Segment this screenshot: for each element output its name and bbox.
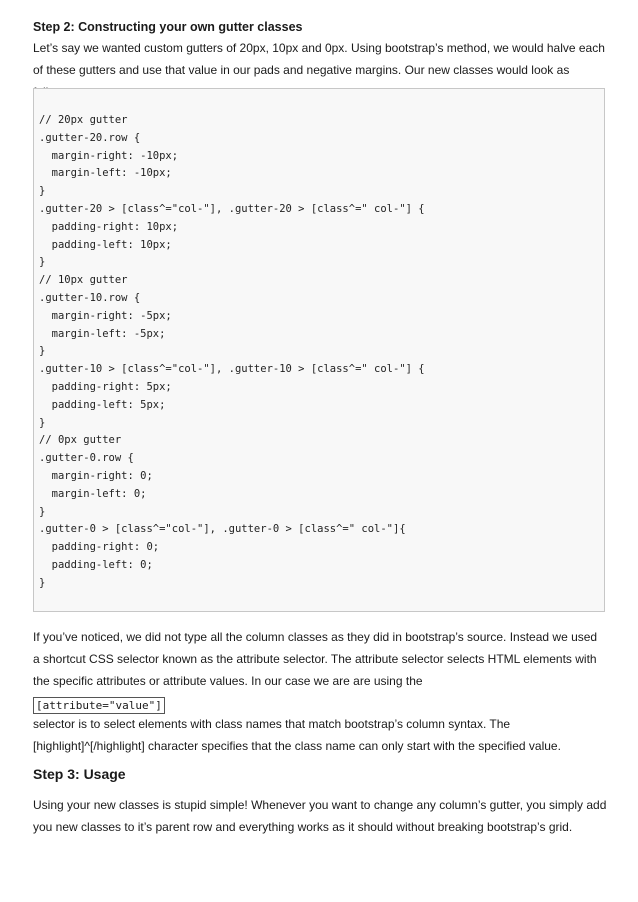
step2-intro-paragraph: Let’s say we wanted custom gutters of 20px, 10px and 0px. Using bootstrap’s method, we would halve each of these gutters and use that value in our pads and negative margins. Our new classes would look as [33, 41, 605, 77]
step3-paragraph: Using your new classes is stupid simple! Whenever you want to change any column’s gutter, you simply add you new classes to it’s parent row and everything works as it should without breaking bootstrap’s grid. [33, 798, 607, 834]
inline-code-attribute-selector: [attribute="value"] [33, 697, 165, 714]
step2-heading: Step 2: Constructing your own gutter classes [33, 20, 303, 34]
code-block [33, 88, 605, 612]
step3-heading: Step 3: Usage [33, 766, 126, 782]
explanation-paragraph: If you’ve noticed, we did not type all the column classes as they did in bootstrap’s source. Instead we used a shortcut CSS selector known as the attribute selector. The attribute selector selects HTML elements with the specific attributes or attribute values. In our case we are are using the [33, 630, 598, 688]
explanation-continuation-paragraph: selector is to select elements with class names that match bootstrap’s column syntax. The [highlight]^[/highlight] character specifies that the class name can only start with the specified value. [33, 717, 561, 753]
code-block-content: // 20px gutter .gutter-20.row { margin-right: -10px; margin-left: -10px; } .gutter-20 > [class^="col-"], .gutter-20 > [class^=" col-"] { padding-right: 10px; padding-left: 10px; } // 10px gutter .gutter-10.row { margin-right: -5px; margin-left: -5px; } .gutter-10 > [class^="col-"], .gutter-10 > [class^=" col-"] { padding-right: 5px; padding-left: 5px; } // 0px gutter .gutter-0.row { margin-right: 0; margin-left: 0; } .gutter-0 > [class^="col-"], .gutter-0 > [class^=" col-"]{ padding-right: 0; padding-left: 0; } [39, 114, 425, 589]
